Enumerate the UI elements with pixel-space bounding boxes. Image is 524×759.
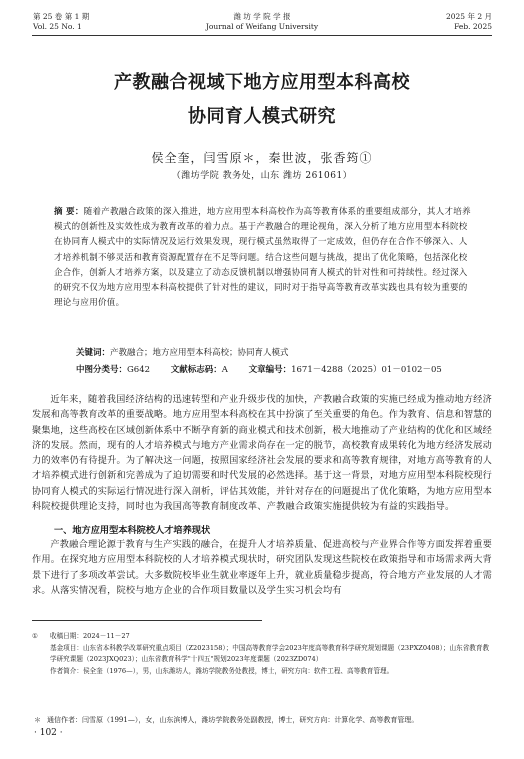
received-text: 收稿日期：2024－11－27 bbox=[50, 632, 130, 640]
paper-title-line1: 产教融合视域下地方应用型本科高校 bbox=[114, 72, 410, 93]
affiliation: （潍坊学院 教务处，山东 潍坊 261061） bbox=[171, 171, 353, 181]
doc-code-label: 文献标志码： bbox=[170, 365, 222, 375]
article-id-value: 1671－4288（2025）01－0102－05 bbox=[291, 365, 442, 375]
keywords-label: 关键词： bbox=[76, 348, 111, 358]
journal-date bbox=[446, 12, 492, 32]
journal-name-cn: 潍 坊 学 院 学 报 bbox=[233, 12, 291, 21]
article-id-label: 文章编号： bbox=[248, 365, 292, 375]
paper-title-line2: 协同育人模式研究 bbox=[188, 106, 336, 127]
abstract bbox=[54, 205, 472, 311]
keywords bbox=[76, 346, 476, 358]
article-id-field bbox=[249, 365, 442, 375]
received-date bbox=[32, 631, 492, 643]
funding-note: 基金项目：山东省本科教学改革研究重点项目（Z2023158）；中国高等教育学会2023年度高等教育科学研究规划课题（23PXZ0408）；山东省教育教学研究课题（2023JXQ023）；山东省教育科学"十四五"规划2023年度课题（2023ZD074） bbox=[50, 643, 490, 663]
doc-code-field bbox=[171, 365, 228, 375]
section-heading: 一、地方应用型本科院校人才培养现状 bbox=[54, 525, 211, 536]
intro-paragraph: 近年来，随着我国经济结构的迅速转型和产业升级步伐的加快，产教融合政策的实施已经成为推动地方经济发展和高等教育改革的重要战略。地方应用型本科高校在其中扮演了至关重要的角色。作为教育、信息和智慧的聚集地，这些高校在区域创新体系中不断孕育新的商业模式和技术创新，极大地推动了产业结构的优化和区域经济的发展。然而，现有的人才培养模式与地方产业需求尚存在一定的脱节，高校教育成果转化为地方经济发展动力的效率仍有待提升。为了解决这一问题，按照国家经济社会发展的要求和高等教育规律，对地方高等教育的人才培养模式进行创新和完善成为了迫切需要和时代发展的必然选择。基于这一背景，对地方应用型本科院校现行协同育人模式的实际运行情况进行深入剖析，评估其效能，并针对存在的问题提出了优化策略，为地方应用型本科院校提供理论支持，同时也为我国高等教育制度改革、产教融合政策实施提供较为有益的实践指导。 bbox=[32, 394, 492, 513]
abstract-text: 随着产教融合政策的深入推进，地方应用型本科高校作为高等教育体系的重要组成部分，其人才培养模式的创新性及实效性成为教育改革的着力点。基于产教融合的理论视角，深入分析了地方应用型本科院校在协同育人模式中的实际情况及运行效果发现，现行模式虽然取得了一定成效，但仍存在合作不够深入、人才培养机制不够灵活和教育资源配置存在不足等问题。结合这些问题与挑战，提出了优化策略，包括深化校企合作，创新人才培养方案，以及建立了动态反馈机制以增强协同育人模式的针对性和可持续性。经过深入的研究不仅为地方应用型本科高校提供了针对性的建议，同时对于指导高等教育改革实践也具有较为重要的理论与应用价值。 bbox=[54, 207, 471, 309]
authors: 侯全奎，闫雪原＊，秦世波，张香筠① bbox=[151, 151, 373, 165]
clc-label: 中图分类号： bbox=[76, 365, 128, 375]
volume-en: Vol. 25 No. 1 bbox=[33, 22, 82, 31]
clc-field bbox=[76, 365, 150, 375]
volume-cn: 第 25 卷 第 1 期 bbox=[33, 12, 90, 21]
corr-marker: ＊ bbox=[34, 716, 41, 724]
date-en: Feb. 2025 bbox=[454, 22, 492, 31]
footnote-rule bbox=[32, 620, 262, 621]
classification-line bbox=[76, 363, 496, 375]
corr-text: 通信作者：闫雪原（1991—），女，山东滨博人，潍坊学院教务处副教授，博士，研究方向：计算化学、高等教育管理。 bbox=[47, 716, 419, 724]
author-bio: 作者简介：侯全奎（1976—），男，山东潍坊人，潍坊学院教务处教授，博士，研究方向：软件工程、高等教育管理。 bbox=[50, 666, 394, 675]
section-paragraph: 产教融合理论源于教育与生产实践的融合，在提升人才培养质量、促进高校与产业界合作等方面发挥着重要作用。在探究地方应用型本科院校的人才培养模式现状时，研究团队发现这些院校在政策指导和市场需求两大背景下进行了多项改革尝试。大多数院校毕业生就业率逐年上升，就业质量稳步提高，符合地方产业发展的人才需求。从落实情况看，院校与地方企业的合作项目数量以及学生实习机会均有 bbox=[32, 539, 492, 596]
page-number: · 102 · bbox=[34, 728, 63, 738]
keywords-text: 产教融合；地方应用型本科高校；协同育人模式 bbox=[110, 348, 289, 358]
footnote-marker: ① bbox=[32, 632, 38, 640]
doc-code-value: A bbox=[221, 365, 228, 375]
clc-value: G642 bbox=[127, 365, 151, 375]
header-rule bbox=[32, 35, 492, 36]
corresponding-author bbox=[34, 715, 494, 727]
footnote-block bbox=[32, 631, 492, 677]
date-cn: 2025 年 2 月 bbox=[445, 12, 492, 21]
abstract-label: 摘 要： bbox=[54, 207, 84, 217]
journal-name-en: Journal of Weifang University bbox=[205, 22, 319, 31]
